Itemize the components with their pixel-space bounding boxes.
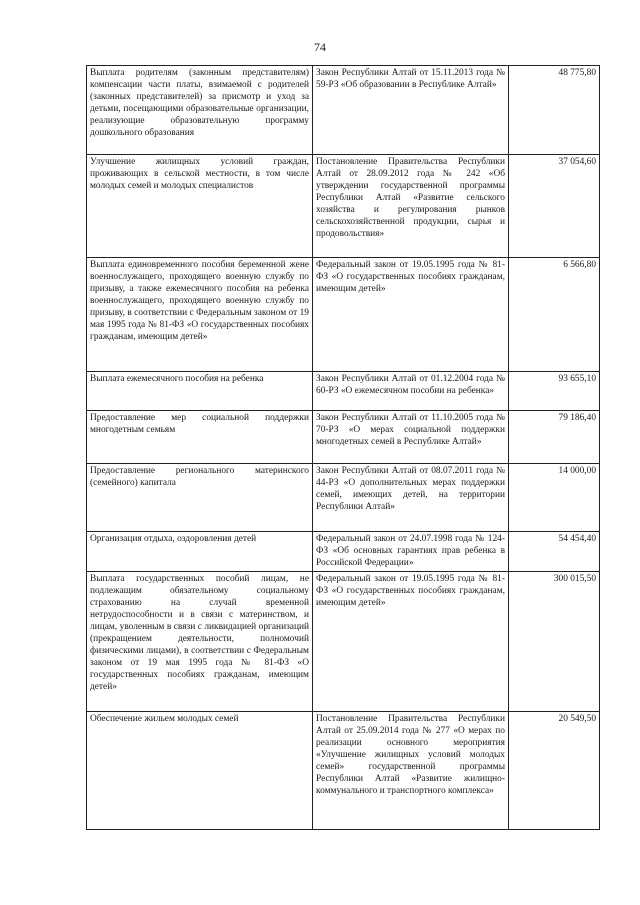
row-amount-cell: 300 015,50 <box>509 572 600 712</box>
table-row <box>87 572 600 712</box>
row-basis-cell: Закон Республики Алтай от 01.12.2004 года № 60-РЗ «О ежемесячном пособии на ребенка» <box>313 372 509 411</box>
row-amount-cell: 54 454,40 <box>509 532 600 572</box>
row-name-cell: Выплата единовременного пособия беременной жене военнослужащего, проходящего военную службу по призыву, а также ежемесячного пособия на ребенка военнослужащего, проходящего военную службу по призыву, в соответствии с Федеральным законом от 19 мая 1995 года № 81-ФЗ «О государственных пособиях гражданам, имеющим детей» <box>87 258 313 372</box>
table-row <box>87 372 600 411</box>
row-basis-cell: Федеральный закон от 24.07.1998 года № 124-ФЗ «Об основных гарантиях прав ребенка в Российской Федерации» <box>313 532 509 572</box>
row-amount-cell: 93 655,10 <box>509 372 600 411</box>
row-amount-cell: 14 000,00 <box>509 464 600 532</box>
table-row <box>87 66 600 155</box>
table-row <box>87 464 600 532</box>
row-name-cell: Обеспечение жильем молодых семей <box>87 712 313 830</box>
page-number: 74 <box>314 40 326 54</box>
row-name-cell: Предоставление мер социальной поддержки многодетным семьям <box>87 411 313 464</box>
row-amount-cell: 48 775,80 <box>509 66 600 155</box>
row-name-cell: Выплата ежемесячного пособия на ребенка <box>87 372 313 411</box>
row-amount-cell: 79 186,40 <box>509 411 600 464</box>
table-row <box>87 258 600 372</box>
table-row <box>87 411 600 464</box>
row-amount-cell: 20 549,50 <box>509 712 600 830</box>
row-basis-cell: Федеральный закон от 19.05.1995 года № 81-ФЗ «О государственных пособиях гражданам, имеющим детей» <box>313 572 509 712</box>
row-basis-cell: Постановление Правительства Республики Алтай от 25.09.2014 года № 277 «О мерах по реализации основного мероприятия «Улучшение жилищных условий молодых семей» государственной программы Республики Алтай «Развитие жилищно-коммунального и транспортного комплекса» <box>313 712 509 830</box>
row-basis-cell: Закон Республики Алтай от 15.11.2013 года № 59-РЗ «Об образовании в Республике Алтай» <box>313 66 509 155</box>
row-basis-cell: Федеральный закон от 19.05.1995 года № 81-ФЗ «О государственных пособиях гражданам, имеющим детей» <box>313 258 509 372</box>
row-name-cell: Улучшение жилищных условий граждан, проживающих в сельской местности, в том числе молодых семей и молодых специалистов <box>87 155 313 258</box>
table-row <box>87 155 600 258</box>
expenditure-table <box>86 65 600 830</box>
row-name-cell: Выплата родителям (законным представителям) компенсации части платы, взимаемой с родителей (законных представителей) за присмотр и уход за детьми, посещающими образовательные организации, реализующие образовательную программу дошкольного образования <box>87 66 313 155</box>
row-basis-cell: Закон Республики Алтай от 08.07.2011 года № 44-РЗ «О дополнительных мерах поддержки семей, имеющих детей, на территории Республики Алтай» <box>313 464 509 532</box>
row-basis-cell: Постановление Правительства Республики Алтай от 28.09.2012 года № 242 «Об утверждении государственной программы Республики Алтай «Развитие сельского хозяйства и регулирования рынков сельскохозяйственной продукции, сырья и продовольствия» <box>313 155 509 258</box>
row-name-cell: Организация отдыха, оздоровления детей <box>87 532 313 572</box>
row-name-cell: Выплата государственных пособий лицам, не подлежащим обязательному социальному страхованию на случай временной нетрудоспособности и в связи с материнством, и лицам, уволенным в связи с ликвидацией организаций (прекращением деятельности, полномочий физическими лицами), в соответствии с Федеральным законом от 19 мая 1995 года № 81-ФЗ «О государственных пособиях гражданам, имеющим детей» <box>87 572 313 712</box>
row-basis-cell: Закон Республики Алтай от 11.10.2005 года № 70-РЗ «О мерах социальной поддержки многодетных семей в Республике Алтай» <box>313 411 509 464</box>
row-amount-cell: 37 054,60 <box>509 155 600 258</box>
row-amount-cell: 6 566,80 <box>509 258 600 372</box>
table-row <box>87 532 600 572</box>
row-name-cell: Предоставление регионального материнского (семейного) капитала <box>87 464 313 532</box>
table-row <box>87 712 600 830</box>
